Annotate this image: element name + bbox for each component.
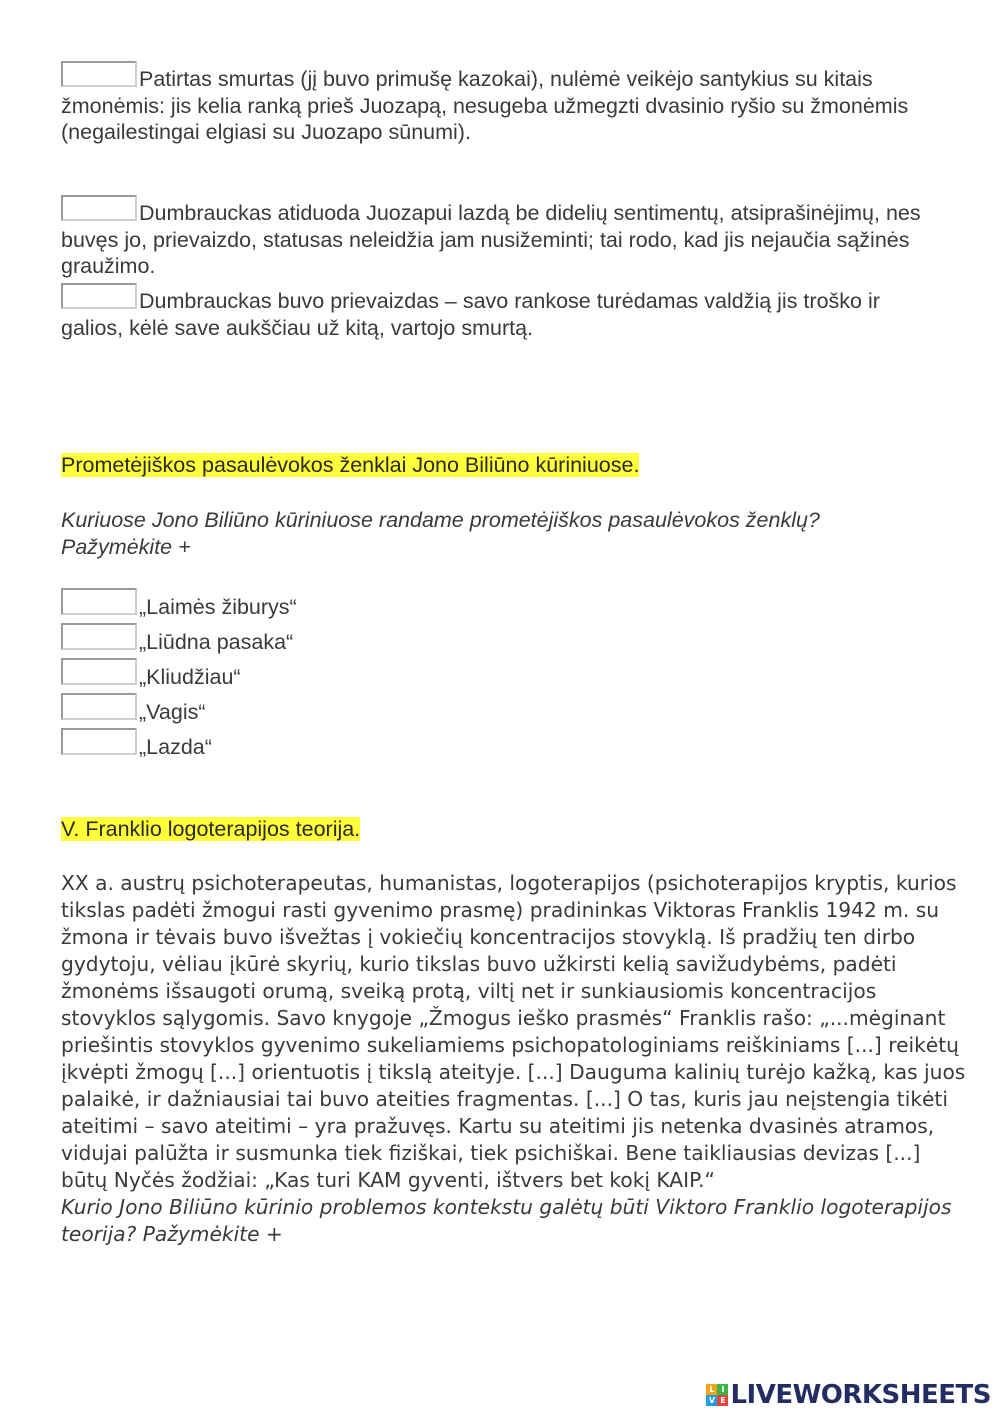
section-3-heading bbox=[61, 816, 360, 843]
section-2-heading-text: Prometėjiškos pasaulėvokos ženklai Jono Biliūno kūriniuose. bbox=[61, 453, 640, 477]
body-line: stovyklos sąlygomis. Savo knygoje „Žmogus ieško prasmės“ Franklis rašo: „...mėginant bbox=[61, 1006, 946, 1030]
section-3-question-line1: Kurio Jono Biliūno kūrinio problemos kontekstu galėtų būti Viktoro Franklio logoterapijos bbox=[61, 1195, 952, 1219]
option-5 bbox=[61, 728, 212, 758]
body-line: priešintis stovyklos gyvenimo sukeliamiems psichopatologiniams reiškiniams [...] reikėtų bbox=[61, 1033, 959, 1057]
logo-mark-cell: V bbox=[706, 1395, 717, 1406]
logo-mark-cell: E bbox=[717, 1395, 728, 1406]
item-3-text: Dumbrauckas buvo prievaizdas – savo rankose turėdamas valdžią jis troško ir galios, kėlė save aukščiau už kitą, vartojo smurtą. bbox=[61, 289, 880, 340]
section-2-question-line2: Pažymėkite + bbox=[61, 534, 191, 559]
section-2-question-line1: Kuriuose Jono Biliūno kūriniuose randame prometėjiškos pasaulėvokos ženklų? bbox=[61, 508, 820, 532]
logo-mark-cell: I bbox=[717, 1384, 728, 1395]
option-2-label: „Liūdna pasaka“ bbox=[139, 630, 294, 654]
liveworksheets-logo[interactable] bbox=[706, 1382, 991, 1408]
option-4-label: „Vagis“ bbox=[139, 700, 206, 724]
body-line: XX a. austrų psichoterapeutas, humanistas, logoterapijos (psichoterapijos kryptis, kurios bbox=[61, 871, 957, 895]
option-5-label: „Lazda“ bbox=[139, 735, 212, 759]
option-4-box[interactable] bbox=[61, 693, 137, 720]
section-2-question bbox=[61, 507, 961, 560]
body-line: vidujai palūžta ir susmunka tiek fiziškai, tiek psichiškai. Bene taikliausias devizas [...] bbox=[61, 1141, 921, 1165]
option-1-label: „Laimės žiburys“ bbox=[139, 595, 297, 619]
body-line: tikslas padėti žmogui rasti gyvenimo prasmę) pradininkas Viktoras Franklis 1942 m. su bbox=[61, 898, 940, 922]
answer-box-2[interactable] bbox=[61, 195, 137, 221]
body-line: būtų Nyčės žodžiai: „Kas turi KAM gyventi, ištvers bet kokį KAIP.“ bbox=[61, 1168, 715, 1192]
body-line: žmonėms išsaugoti orumą, sveiką protą, viltį net ir sunkiausiomis koncentracijos bbox=[61, 979, 877, 1003]
logo-mark-icon bbox=[706, 1384, 728, 1406]
logo-text: LIVEWORKSHEETS bbox=[730, 1380, 991, 1410]
body-line: gydytoju, vėliau įkūrė skyrių, kurio tikslas buvo užkirsti kelią savižudybėms, padėti bbox=[61, 952, 897, 976]
item-2 bbox=[61, 200, 941, 280]
body-line: palaikė, ir dažniausiai tai buvo ateities fragmentas. [...] O tas, kuris jau neįstengia tikėti bbox=[61, 1087, 948, 1111]
item-2-text: Dumbrauckas atiduoda Juozapui lazdą be didelių sentimentų, atsiprašinėjimų, nes buvęs jo, prievaizdo, statusas neleidžia jam nusižeminti; tai rodo, kad jis nejaučia sąžinės graužimo. bbox=[61, 201, 921, 278]
option-1-box[interactable] bbox=[61, 588, 137, 615]
option-3-box[interactable] bbox=[61, 658, 137, 685]
section-3-heading-text: V. Franklio logoterapijos teorija. bbox=[61, 817, 361, 841]
item-1 bbox=[61, 66, 941, 146]
body-line: ateitimi – savo ateitimi – yra pražuvęs. Kartu su ateitimi jis netenka dvasinės atramos, bbox=[61, 1114, 935, 1138]
option-2 bbox=[61, 623, 293, 653]
item-1-text: Patirtas smurtas (jį buvo primušę kazokai), nulėmė veikėjo santykius su kitais žmonėmis: jis kelia ranką prieš Juozapą, nesugeba užmegzti dvasinio ryšio su žmonėmis (negailestingai elgiasi su Juozapo sūnumi). bbox=[61, 67, 909, 144]
body-line: žmona ir tėvais buvo išvežtas į vokiečių koncentracijos stovyklą. Iš pradžių ten dirbo bbox=[61, 925, 916, 949]
item-3 bbox=[61, 288, 941, 341]
option-1 bbox=[61, 588, 297, 618]
option-3-label: „Kliudžiau“ bbox=[139, 665, 241, 689]
section-3-body bbox=[61, 870, 971, 1248]
logo-mark-cell: L bbox=[706, 1384, 717, 1395]
option-5-box[interactable] bbox=[61, 728, 137, 755]
option-3 bbox=[61, 658, 241, 688]
option-2-box[interactable] bbox=[61, 623, 137, 650]
body-line: įkvėpti žmogų [...] orientuotis į tikslą ateityje. [...] Dauguma kalinių turėjo kažką, kas juos bbox=[61, 1060, 966, 1084]
answer-box-3[interactable] bbox=[61, 283, 137, 309]
option-4 bbox=[61, 693, 206, 723]
answer-box-1[interactable] bbox=[61, 61, 137, 87]
section-3-question-line2: teorija? Pažymėkite + bbox=[61, 1222, 283, 1246]
section-2-heading bbox=[61, 452, 639, 479]
